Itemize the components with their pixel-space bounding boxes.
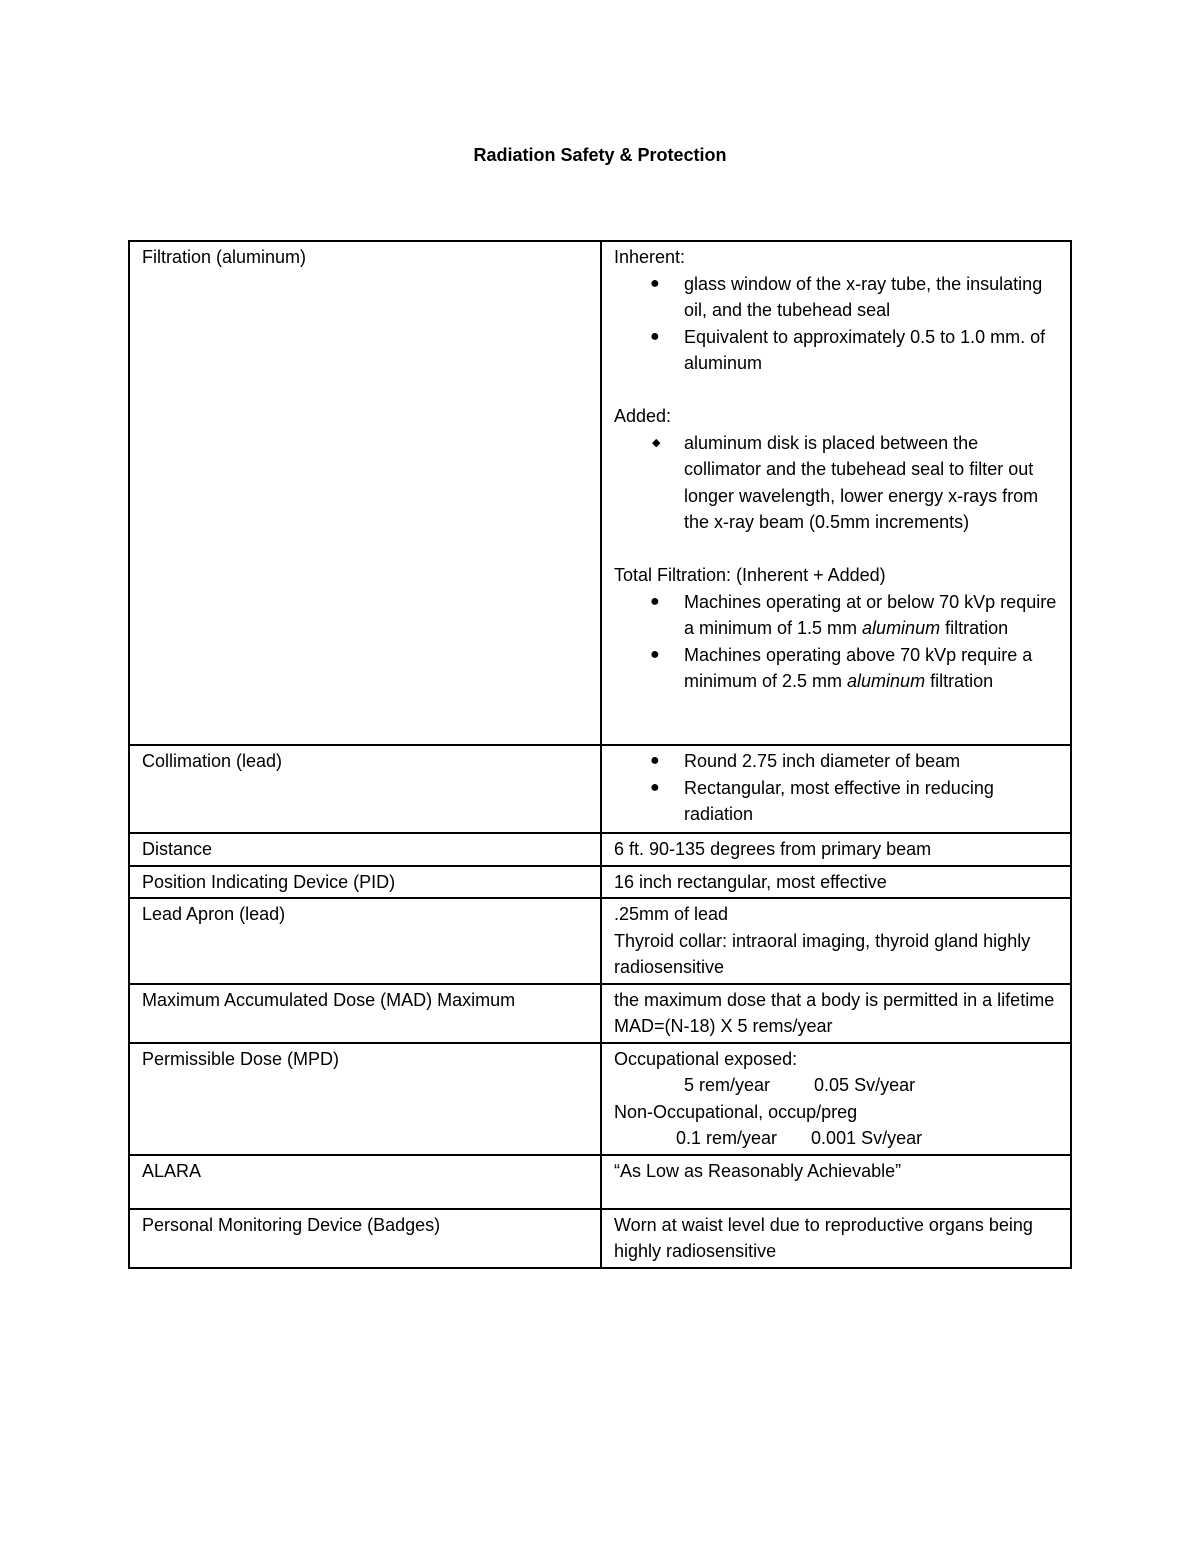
row-label-badges: Personal Monitoring Device (Badges) [129, 1209, 601, 1268]
table-row-collimation [129, 745, 1071, 833]
table-row-distance [129, 833, 1071, 866]
row-label-mpd: Permissible Dose (MPD) [129, 1043, 601, 1155]
collimation-list [614, 748, 1058, 828]
total-filtration-heading: Total Filtration: (Inherent + Added) [614, 565, 886, 585]
table-row-filtration [129, 241, 1071, 745]
row-content-mad: the maximum dose that a body is permitted in a lifetime MAD=(N-18) X 5 rems/year [601, 984, 1071, 1043]
bullet-icon: ● [650, 592, 660, 610]
row-label-mad: Maximum Accumulated Dose (MAD) Maximum [129, 984, 601, 1043]
table-row-lead-apron [129, 898, 1071, 984]
bullet-icon: ● [650, 327, 660, 345]
bullet-icon: ● [650, 778, 660, 796]
row-content-distance: 6 ft. 90-135 degrees from primary beam [601, 833, 1071, 866]
row-label-alara: ALARA [129, 1155, 601, 1209]
bullet-icon: ● [650, 645, 660, 663]
table-row-mad [129, 984, 1071, 1043]
row-content-mpd: Occupational exposed: 5 rem/year 0.05 Sv/year Non-Occupational, occup/preg 0.1 rem/year 0.001 Sv/year [601, 1043, 1071, 1155]
list-item: ● Machines operating at or below 70 kVp require a minimum of 1.5 mm aluminum filtration [614, 589, 1058, 642]
row-content-lead-apron: .25mm of lead Thyroid collar: intraoral imaging, thyroid gland highly radiosensitive [601, 898, 1071, 984]
row-label-lead-apron: Lead Apron (lead) [129, 898, 601, 984]
row-label-distance: Distance [129, 833, 601, 866]
bullet-icon: ● [650, 752, 660, 769]
added-heading: Added: [614, 406, 672, 426]
row-content-filtration [601, 241, 1071, 745]
row-content-alara: “As Low as Reasonably Achievable” [601, 1155, 1071, 1209]
row-content-collimation [601, 745, 1071, 833]
radiation-safety-table [128, 240, 1072, 1269]
added-list [614, 430, 1058, 536]
list-item: ◆ aluminum disk is placed between the collimator and the tubehead seal to filter out longer wavelength, lower energy x-rays from the x-ray beam (0.5mm increments) [614, 430, 1058, 536]
table-row-pid [129, 866, 1071, 899]
row-content-pid: 16 inch rectangular, most effective [601, 866, 1071, 899]
list-item: ● Equivalent to approximately 0.5 to 1.0 mm. of aluminum [614, 324, 1058, 377]
table-row-mpd [129, 1043, 1071, 1155]
total-filtration-list [614, 589, 1058, 695]
table-row-alara [129, 1155, 1071, 1209]
list-item: ● Machines operating above 70 kVp require a minimum of 2.5 mm aluminum filtration [614, 642, 1058, 695]
list-item: ● glass window of the x-ray tube, the insulating oil, and the tubehead seal [614, 271, 1058, 324]
table-row-badges [129, 1209, 1071, 1268]
row-label-collimation: Collimation (lead) [129, 745, 601, 833]
page-title: Radiation Safety & Protection [473, 145, 727, 165]
inherent-list [614, 271, 1058, 377]
bullet-icon: ◆ [652, 436, 661, 449]
inherent-heading: Inherent: [614, 247, 686, 267]
bullet-icon: ● [650, 274, 660, 292]
list-item: ● Rectangular, most effective in reducing radiation [614, 775, 1058, 828]
list-item: ● Round 2.75 inch diameter of beam [614, 748, 1058, 775]
row-label-pid: Position Indicating Device (PID) [129, 866, 601, 899]
row-content-badges: Worn at waist level due to reproductive organs being highly radiosensitive [601, 1209, 1071, 1268]
row-label-filtration: Filtration (aluminum) [129, 241, 601, 745]
